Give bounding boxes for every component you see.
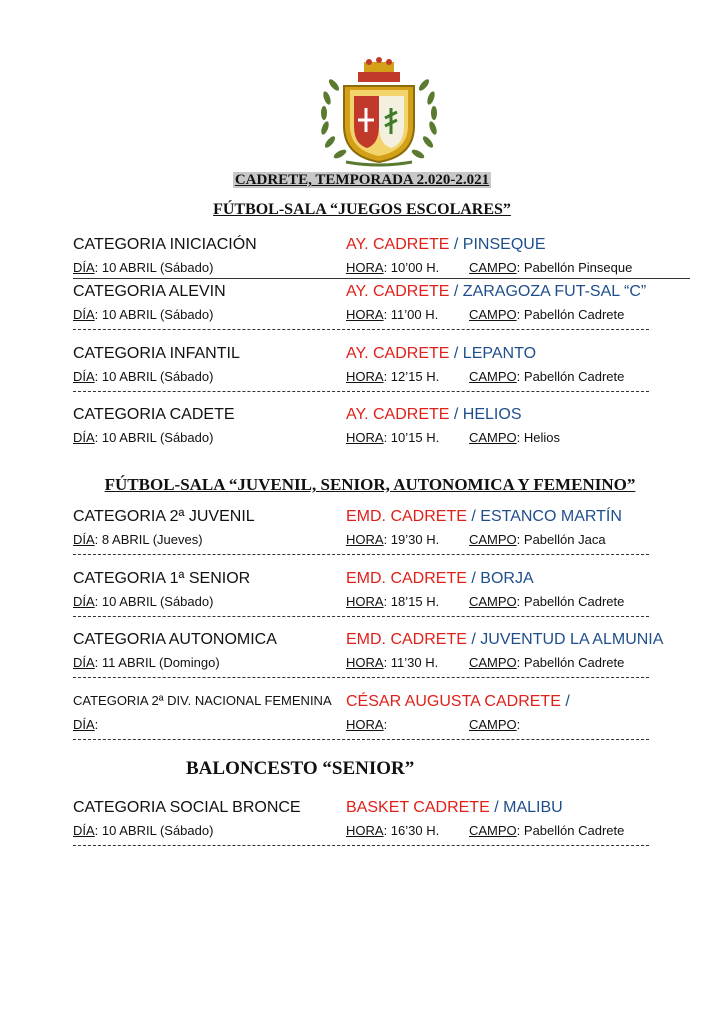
- category-name: CATEGORIA AUTONOMICA: [73, 631, 277, 648]
- match-time: HORA: 19’30 H.: [346, 532, 440, 547]
- away-team: MALIBU: [503, 799, 563, 816]
- home-team: AY. CADRETE: [346, 345, 450, 362]
- category-name: CATEGORIA INFANTIL: [73, 345, 240, 362]
- home-team: EMD. CADRETE: [346, 631, 467, 648]
- match-venue: CAMPO:: [469, 717, 521, 732]
- match-row: CATEGORIA CADETE AY. CADRETE / HELIOS DÍA: 10 ABRIL (Sábado) HORA: 10’15 H. CAMPO: Helios: [73, 406, 561, 445]
- home-team: AY. CADRETE: [346, 236, 450, 253]
- match-day: DÍA: 10 ABRIL (Sábado): [73, 260, 214, 275]
- match-row: CATEGORIA 1ª SENIOR EMD. CADRETE / BORJA DÍA: 10 ABRIL (Sábado) HORA: 18’15 H. CAMPO: Pabellón Cadrete: [73, 570, 673, 622]
- baloncesto-heading: BALONCESTO “SENIOR”: [186, 758, 415, 779]
- match-row: CATEGORIA INICIACIÓN AY. CADRETE / PINSEQUE DÍA: 10 ABRIL (Sábado) HORA: 10’00 H. CAMPO: Pabellón Pinseque: [73, 236, 673, 288]
- match-row: CATEGORIA SOCIAL BRONCE BASKET CADRETE / MALIBU DÍA: 10 ABRIL (Sábado) HORA: 16’30 H. CAMPO: Pabellón Cadrete: [73, 799, 673, 851]
- match-time: HORA: 16’30 H.: [346, 823, 440, 838]
- home-team: BASKET CADRETE: [346, 799, 490, 816]
- match-venue: CAMPO: Pabellón Jaca: [469, 532, 606, 547]
- match-time: HORA: 18’15 H.: [346, 594, 440, 609]
- match-day: DÍA: 11 ABRIL (Domingo): [73, 655, 220, 670]
- divider: [73, 616, 649, 617]
- home-team: EMD. CADRETE: [346, 508, 467, 525]
- category-name: CATEGORIA 1ª SENIOR: [73, 570, 251, 587]
- match-venue: CAMPO: Pabellón Cadrete: [469, 594, 625, 609]
- match-day: DÍA: 10 ABRIL (Sábado): [73, 430, 214, 445]
- match-day: DÍA: 10 ABRIL (Sábado): [73, 594, 214, 609]
- match-time: HORA:: [346, 717, 388, 732]
- juvenil-senior-heading: FÚTBOL-SALA “JUVENIL, SENIOR, AUTONOMICA Y FEMENINO”: [104, 475, 636, 494]
- match-day: DÍA: 10 ABRIL (Sábado): [73, 823, 214, 838]
- juegos-escolares-heading: FÚTBOL-SALA “JUEGOS ESCOLARES”: [213, 201, 511, 218]
- match-time: HORA: 11’00 H.: [346, 307, 439, 322]
- away-team: ZARAGOZA FUT-SAL “C”: [462, 283, 647, 300]
- crest-logo: [316, 56, 442, 168]
- home-team: EMD. CADRETE: [346, 570, 467, 587]
- away-team: BORJA: [480, 570, 534, 587]
- match-venue: CAMPO: Pabellón Pinseque: [469, 260, 633, 275]
- match-row: CATEGORIA 2ª DIV. NACIONAL FEMENINA CÉSAR AUGUSTA CADRETE / DÍA: HORA: CAMPO:: [73, 693, 673, 745]
- match-row: CATEGORIA INFANTIL AY. CADRETE / LEPANTO DÍA: 10 ABRIL (Sábado) HORA: 12’15 H. CAMPO: Pabellón Cadrete: [73, 345, 673, 397]
- away-team: ESTANCO MARTÍN: [480, 508, 622, 525]
- match-venue: CAMPO: Pabellón Cadrete: [469, 655, 625, 670]
- divider: [73, 845, 649, 846]
- match-time: HORA: 12’15 H.: [346, 369, 440, 384]
- match-day: DÍA: 8 ABRIL (Jueves): [73, 532, 203, 547]
- match-row: CATEGORIA 2ª JUVENIL EMD. CADRETE / ESTANCO MARTÍN DÍA: 8 ABRIL (Jueves) HORA: 19’30 H. CAMPO: Pabellón Jaca: [73, 508, 673, 560]
- category-name: CATEGORIA 2ª DIV. NACIONAL FEMENINA: [73, 693, 332, 708]
- match-row: CATEGORIA ALEVIN AY. CADRETE / ZARAGOZA FUT-SAL “C” DÍA: 10 ABRIL (Sábado) HORA: 11’00 H. CAMPO: Pabellón Cadrete: [73, 283, 673, 335]
- away-team: PINSEQUE: [462, 236, 546, 253]
- divider: [73, 329, 649, 330]
- match-venue: CAMPO: Pabellón Cadrete: [469, 823, 625, 838]
- category-name: CATEGORIA CADETE: [73, 406, 235, 423]
- match-day: DÍA:: [73, 717, 99, 732]
- match-row: CATEGORIA AUTONOMICA EMD. CADRETE / JUVENTUD LA ALMUNIA DÍA: 11 ABRIL (Domingo) HORA: 11’30 H. CAMPO: Pabellón Cadrete: [73, 631, 673, 683]
- match-venue: CAMPO: Helios: [469, 430, 561, 445]
- divider: [73, 391, 649, 392]
- match-time: HORA: 10’00 H.: [346, 260, 440, 275]
- match-time: HORA: 10’15 H.: [346, 430, 440, 445]
- match-day: DÍA: 10 ABRIL (Sábado): [73, 369, 214, 384]
- divider: [73, 739, 649, 740]
- category-name: CATEGORIA SOCIAL BRONCE: [73, 799, 301, 816]
- category-name: CATEGORIA ALEVIN: [73, 283, 226, 300]
- home-team: CÉSAR AUGUSTA CADRETE: [346, 693, 561, 710]
- away-team: HELIOS: [462, 406, 522, 423]
- category-name: CATEGORIA 2ª JUVENIL: [73, 508, 255, 525]
- match-venue: CAMPO: Pabellón Cadrete: [469, 369, 625, 384]
- match-venue: CAMPO: Pabellón Cadrete: [469, 307, 625, 322]
- divider: [73, 554, 649, 555]
- home-team: AY. CADRETE: [346, 406, 450, 423]
- away-team: JUVENTUD LA ALMUNIA: [480, 631, 664, 648]
- season-title: CADRETE, TEMPORADA 2.020-2.021: [234, 172, 490, 188]
- away-team: LEPANTO: [462, 345, 537, 362]
- category-name: CATEGORIA INICIACIÓN: [73, 236, 257, 253]
- divider: [73, 677, 649, 678]
- match-time: HORA: 11’30 H.: [346, 655, 439, 670]
- home-team: AY. CADRETE: [346, 283, 450, 300]
- divider: [73, 278, 690, 279]
- match-day: DÍA: 10 ABRIL (Sábado): [73, 307, 214, 322]
